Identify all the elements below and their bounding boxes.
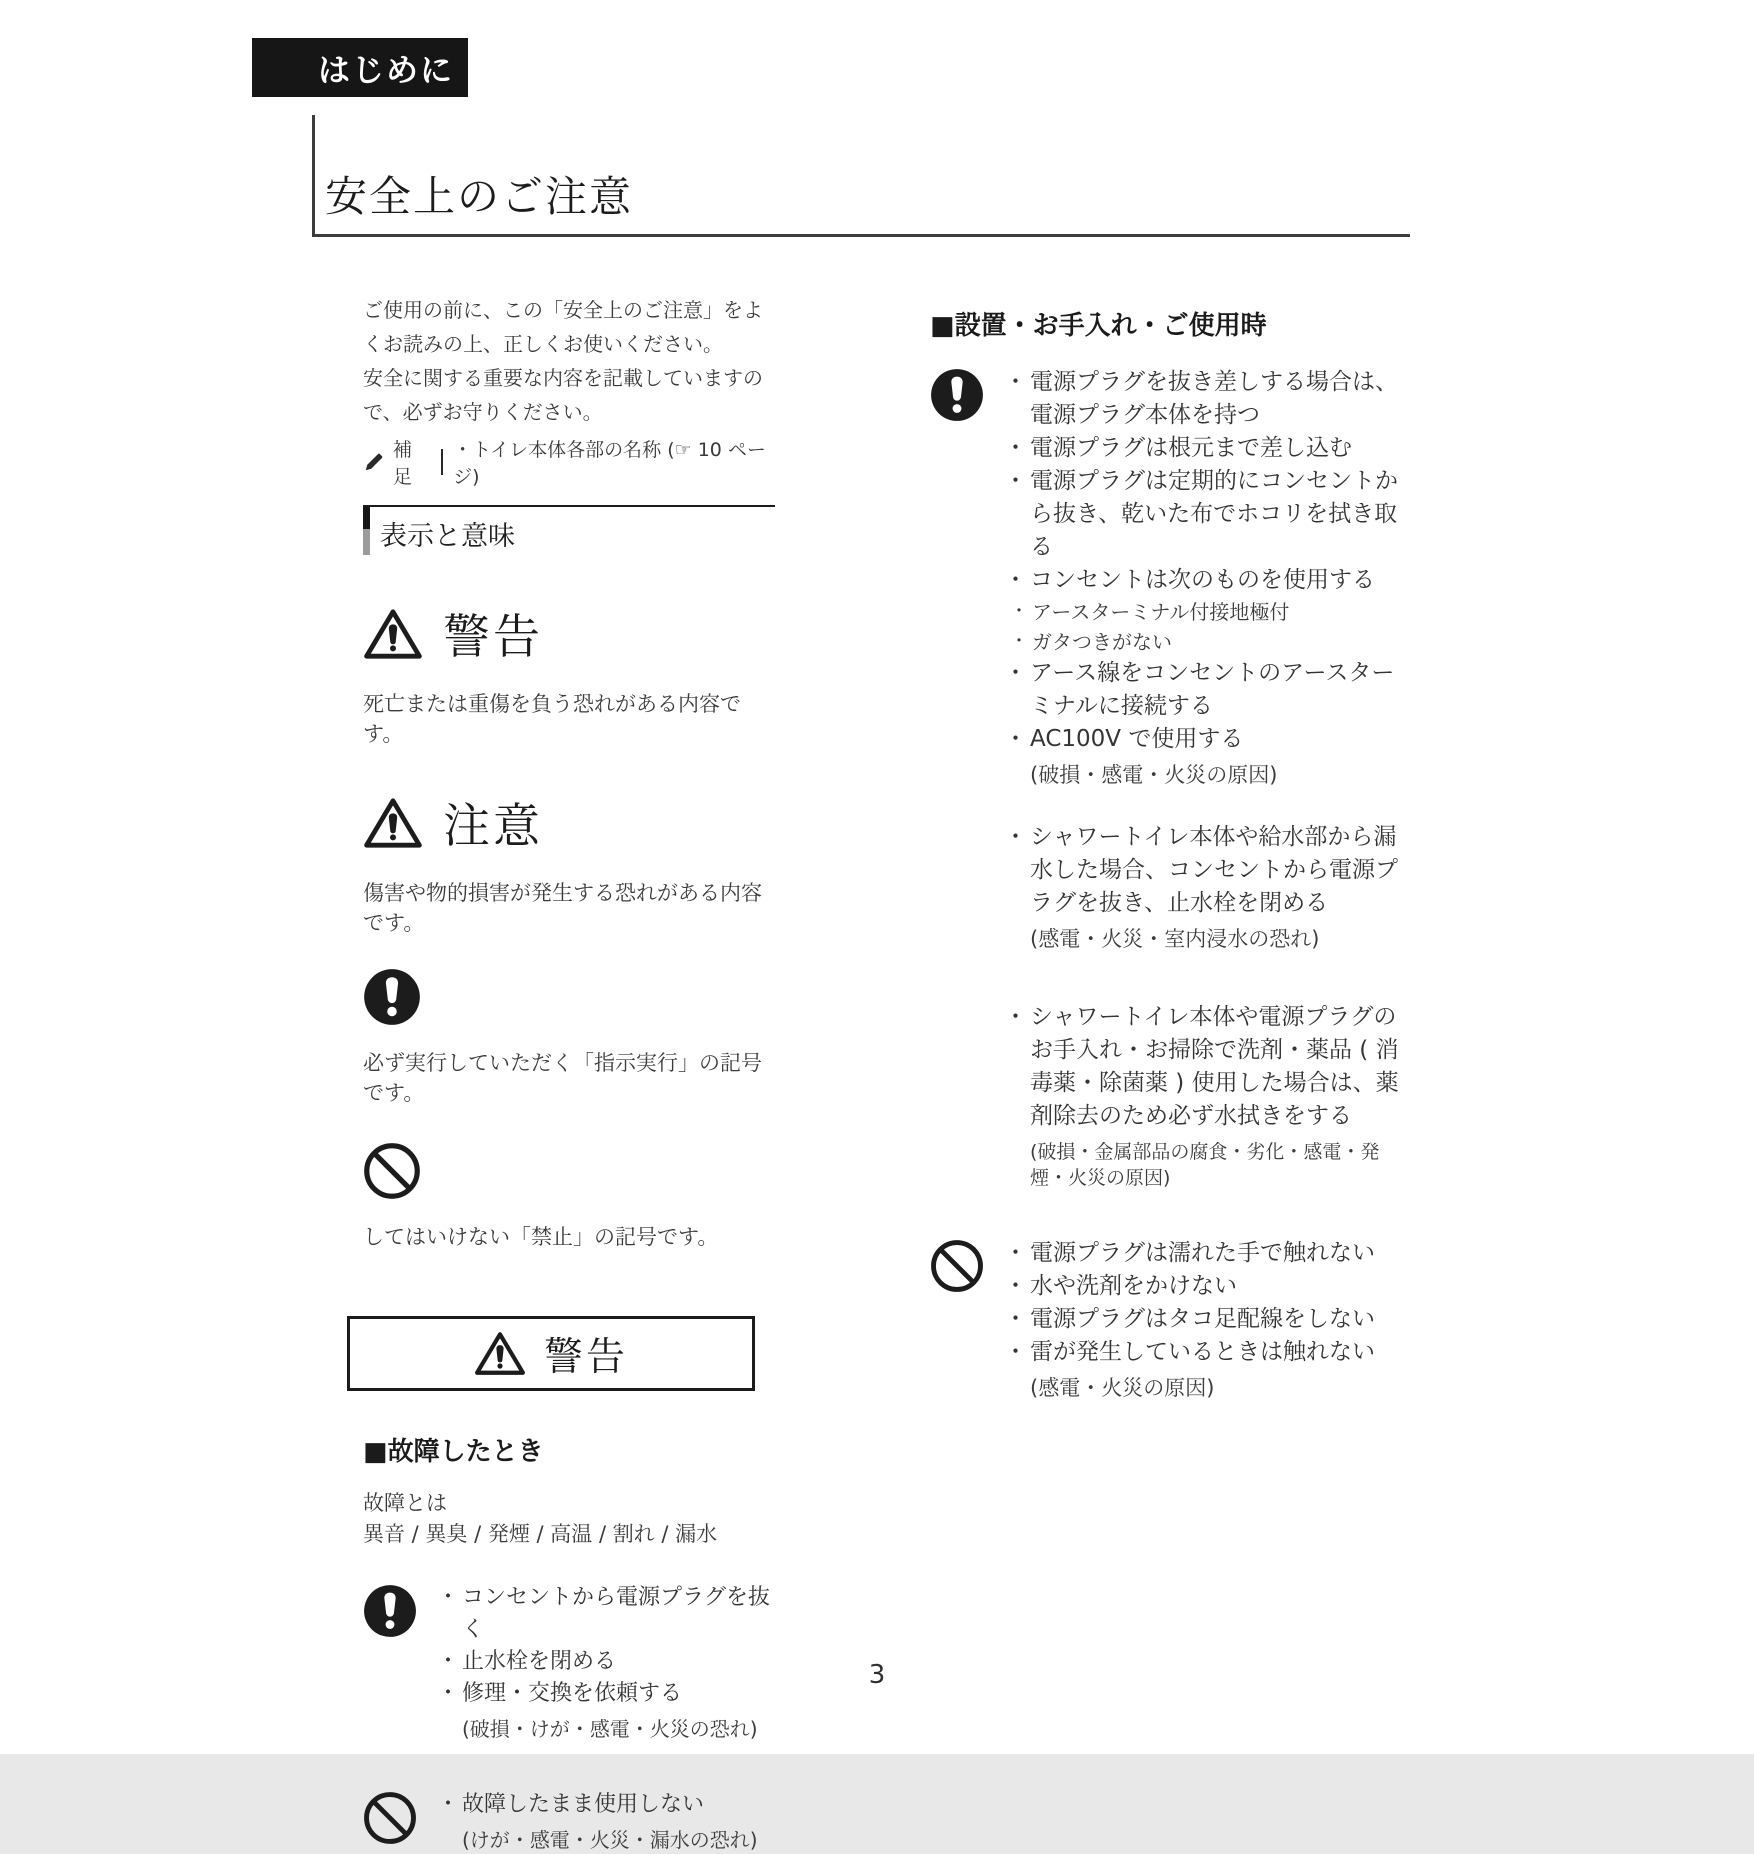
list-item: ・ AC100V で使用する [1004, 723, 1401, 756]
caution-triangle-icon [363, 796, 423, 850]
breakdown-definition-intro: 故障とは [363, 1491, 447, 1515]
breakdown-dont-content [437, 1789, 775, 1854]
setup-do-list [1004, 366, 1401, 597]
breakdown-definition-list: 異音 / 異臭 / 発煙 / 高温 / 割れ / 漏水 [363, 1522, 718, 1546]
list-item: ・ コンセントは次のものを使用する [1004, 564, 1401, 597]
prohibited-description: してはいけない「禁止」の記号です。 [363, 1225, 719, 1249]
breakdown-section-heading: ■故障したとき [363, 1437, 544, 1467]
setup-leak-note: (感電・火災・室内浸水の恐れ) [1030, 927, 1320, 951]
breakdown-dont-block [363, 1789, 775, 1854]
setup-dont-list [1004, 1237, 1401, 1369]
list-item: ・ 電源プラグを抜き差しする場合は、電源プラグ本体を持つ [1004, 366, 1401, 432]
warning-heading-label: 警告 [443, 610, 543, 665]
supplement-label: 補足 [393, 439, 413, 488]
mandatory-instruction-icon [363, 968, 421, 1026]
list-item: ・ コンセントから電源プラグを抜く [437, 1582, 775, 1646]
icon-column [930, 1237, 1004, 1402]
prohibition-icon [363, 1142, 421, 1200]
caution-description: 傷害や物的損害が発生する恐れがある内容です。 [363, 881, 762, 935]
breakdown-do-note: (破損・けが・感電・火災の恐れ) [462, 1717, 758, 1741]
prohibition-icon [363, 1791, 417, 1845]
breakdown-dont-list [437, 1789, 775, 1821]
setup-leak-list [1004, 821, 1401, 920]
left-column [363, 293, 775, 1854]
list-item: ・ シャワートイレ本体や給水部から漏水した場合、コンセントから電源プラグを抜き、止水栓を閉める [1004, 821, 1401, 920]
mandatory-description: 必ず実行していただく「指示実行」の記号です。 [363, 1051, 762, 1105]
list-item: ・ 故障したまま使用しない [437, 1789, 775, 1821]
mandatory-instruction-icon [363, 1584, 417, 1638]
warning-triangle-icon [474, 1330, 526, 1377]
breakdown-dont-note: (けが・感電・火災・漏水の恐れ) [462, 1828, 758, 1852]
list-item: ・ 止水栓を閉める [437, 1646, 775, 1678]
list-item: ・ 水や洗剤をかけない [1004, 1270, 1401, 1303]
list-item: ・ 電源プラグは濡れた手で触れない [1004, 1237, 1401, 1270]
prohibition-icon [930, 1239, 984, 1293]
caution-heading-label: 注意 [443, 799, 543, 854]
supplement-item: ・ トイレ本体各部の名称 (☞ 10 ページ) [453, 435, 775, 489]
list-item: ・ 雷が発生しているときは触れない [1004, 1336, 1401, 1369]
right-column [930, 305, 1422, 1402]
warning-triangle-icon [363, 607, 423, 661]
supplement-note [363, 435, 775, 489]
list-item: ・ アース線をコンセントのアースターミナルに接続する [1004, 657, 1401, 723]
intro-line-1: ご使用の前に、この「安全上のご注意」をよくお読みの上、正しくお使いください。 [363, 298, 763, 356]
legend-section-header [363, 505, 775, 560]
setup-leak-block [1004, 821, 1401, 953]
setup-clean-block [1004, 1001, 1401, 1191]
page-title: 安全上のご注意 [325, 172, 634, 221]
breakdown-do-list [437, 1582, 775, 1710]
mandatory-instruction-icon [930, 368, 984, 422]
breakdown-definition [363, 1488, 775, 1550]
chapter-tab [252, 38, 468, 97]
setup-do-note: (破損・感電・火災の原因) [1030, 763, 1278, 787]
setup-do-block [930, 366, 1422, 789]
setup-do-list-continued [1004, 657, 1401, 756]
list-item: ・ 修理・交換を依頼する [437, 1678, 775, 1710]
warning-section-banner [347, 1316, 755, 1391]
note-divider [441, 449, 443, 475]
page-number: 3 [868, 1660, 886, 1690]
setup-do-content [1004, 366, 1401, 789]
setup-dont-block [930, 1237, 1422, 1402]
setup-clean-note: (破損・金属部品の腐食・劣化・感電・発煙・火災の原因) [1030, 1141, 1380, 1189]
list-item: ・ アースターミナル付接地極付 [1010, 597, 1401, 627]
setup-clean-list [1004, 1001, 1401, 1133]
setup-dont-content [1004, 1237, 1401, 1402]
intro-line-2: 安全に関する重要な内容を記載していますので、必ずお守りください。 [363, 366, 763, 424]
warning-description: 死亡または重傷を負う恐れがある内容です。 [363, 692, 741, 746]
setup-do-sublist [1004, 597, 1401, 657]
chapter-tab-label: はじめに [317, 50, 454, 89]
legend-section-title: 表示と意味 [380, 521, 515, 552]
caution-heading [363, 789, 775, 856]
list-item: ・ ガタつきがない [1010, 627, 1401, 657]
setup-dont-note: (感電・火災の原因) [1030, 1376, 1215, 1400]
icon-column [930, 366, 1004, 789]
icon-column [363, 1789, 437, 1854]
list-item: ・ 電源プラグは定期的にコンセントから抜き、乾いた布でホコリを拭き取る [1004, 465, 1401, 564]
title-block [312, 115, 1410, 237]
pencil-icon [363, 451, 385, 473]
warning-banner-label: 警告 [543, 1334, 628, 1380]
list-item: ・ シャワートイレ本体や電源プラグのお手入れ・お掃除で洗剤・薬品 ( 消毒薬・除菌薬 ) 使用した場合は、薬剤除去のため必ず水拭きをする [1004, 1001, 1401, 1133]
intro-paragraph [363, 293, 775, 429]
setup-section-heading: ■設置・お手入れ・ご使用時 [930, 311, 1267, 341]
list-item: ・ 電源プラグはタコ足配線をしない [1004, 1303, 1401, 1336]
warning-heading [363, 600, 775, 667]
list-item: ・ 電源プラグは根元まで差し込む [1004, 432, 1401, 465]
